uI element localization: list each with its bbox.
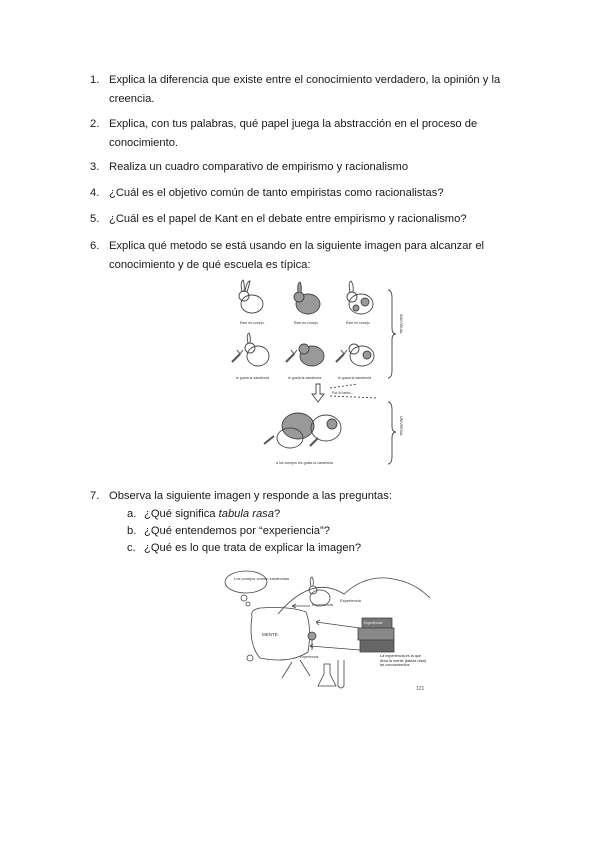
sub-text: ¿Qué significa tabula rasa? — [144, 508, 281, 520]
sub-letter: b. — [127, 525, 137, 537]
sub-letter: a. — [127, 508, 137, 520]
rabbit-icon — [347, 281, 373, 314]
question-text: Explica la diferencia que existe entre el conocimiento verdadero, la opinión y la creencia. — [109, 74, 501, 105]
rabbit-icon — [294, 282, 320, 314]
rabbit-label: Éste es conejo. — [294, 321, 319, 325]
question-number: 7. — [90, 490, 100, 502]
question-text: Realiza un cuadro comparativo de empirismo y racionalismo — [109, 161, 409, 173]
carrot-label: le gusta la zanahoria — [338, 376, 372, 380]
mind-shape — [251, 608, 310, 661]
flask-icon — [318, 660, 344, 688]
rabbit-with-carrot-icon — [232, 333, 269, 366]
sub-text: ¿Qué entendemos por “experiencia”? — [144, 525, 330, 537]
carrot-label: le gusta la zanahoria — [288, 376, 322, 380]
conclusion-label: a los conejos les gusta la zanahoria — [276, 461, 333, 465]
rabbit-with-carrot-icon — [286, 344, 324, 366]
rabbit-group-icon — [264, 413, 341, 448]
question-number: 6. — [90, 240, 100, 252]
thought-bubble — [225, 571, 267, 593]
sub-text: ¿Qué es lo que trata de explicar la imagen? — [144, 542, 362, 554]
book-label: Experiencia — [364, 621, 383, 625]
rabbit-with-carrot-icon — [336, 344, 374, 366]
tabula-rasa-figure — [220, 566, 430, 694]
experience-label: Experiencia — [300, 655, 319, 659]
question-text: Explica qué metodo se está usando en la siguiente imagen para alcanzar el conocimiento y de qué escuela es típica: — [109, 240, 485, 271]
side-label-universal: UNIVERSAL — [399, 416, 403, 437]
question-text: ¿Cuál es el papel de Kant en el debate entre empirismo y racionalismo? — [109, 213, 467, 225]
carrot-label: le gusta la zanahoria — [236, 376, 270, 380]
mind-label: MENTE — [262, 632, 278, 637]
experience-label: Experiencia — [312, 602, 333, 607]
sub-letter: c. — [127, 542, 136, 554]
question-text: Explica, con tus palabras, qué papel juega la abstracción en el proceso de conocimiento. — [109, 118, 478, 149]
question-number: 2. — [90, 118, 100, 130]
rabbit-icon — [239, 280, 263, 313]
experience-label: Experiencia — [340, 598, 361, 603]
conclusion-arrow-label: Por lo tanto... — [332, 391, 354, 395]
question-number: 5. — [90, 213, 100, 225]
rabbit-label: Éste es conejo. — [240, 321, 265, 325]
question-number: 3. — [90, 161, 100, 173]
rabbit-label: Éste es conejo. — [346, 321, 371, 325]
bubble-text: Los conejos comen zanahorias — [234, 576, 290, 581]
page-number: 121 — [416, 686, 425, 692]
question-text: Observa la siguiente imagen y responde a las preguntas: — [109, 490, 392, 502]
induction-figure — [228, 276, 412, 470]
question-number: 1. — [90, 74, 100, 86]
side-label-individual: INDIVIDUAL — [399, 314, 403, 335]
experience-caption: La experiencia es la que llena la mente (tabula rasa) de conocimientos — [380, 654, 427, 667]
question-text: ¿Cuál es el objetivo común de tanto empiristas como racionalistas? — [109, 187, 444, 199]
question-number: 4. — [90, 187, 100, 199]
